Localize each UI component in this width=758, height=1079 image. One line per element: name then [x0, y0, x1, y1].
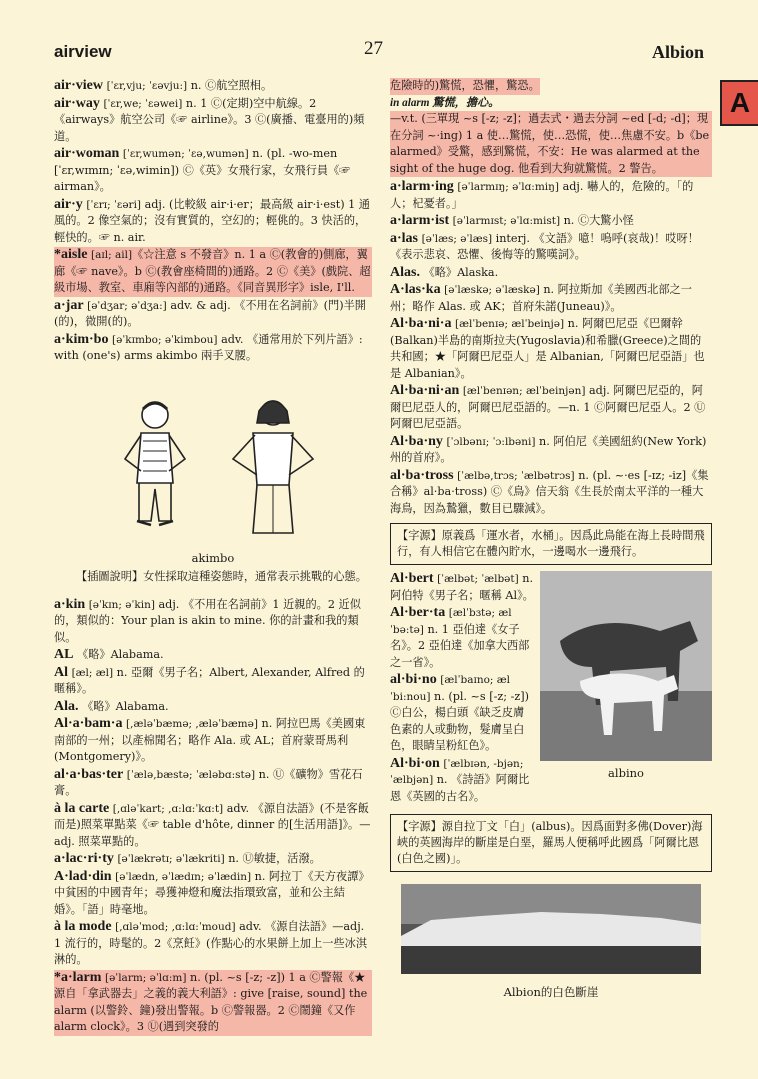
definition: adv. 《源自法語》—adj. 1 流行的，時髦的。2《烹飪》(作點心的水果餅上加上一些冰淇淋的。	[54, 920, 368, 966]
dictionary-entry	[54, 716, 372, 766]
headword: A·lad·din	[54, 868, 112, 884]
pronunciation: [ˈɔlbənɪ; ˈɔ:lbəni]	[446, 435, 536, 448]
dictionary-entry	[54, 919, 372, 969]
headword: à la mode	[54, 919, 112, 934]
dictionary-entry	[54, 869, 372, 919]
definition: 《略》Alabama.	[82, 699, 169, 713]
headword: Al	[54, 664, 68, 680]
headword: Al·ba·ny	[390, 433, 443, 449]
definition: n. 阿伯特《男子名；暱稱 Al》。	[390, 572, 534, 602]
alarm-example: in alarm 驚慌，擔心。	[390, 96, 500, 109]
etymology-box-albatross: 【字源】原義爲「運水者，水桶」。因爲此鳥能在海上長時間飛行，有人相信它在體內貯水，一邊喝水一邊飛行。	[390, 523, 712, 565]
pronunciation: [ælˈbenɪə; ælˈbeinjə]	[455, 318, 565, 330]
headword: air·way	[54, 95, 100, 111]
photo-caption: albino	[608, 766, 644, 780]
dictionary-entry	[54, 597, 372, 647]
dictionary-entry	[390, 468, 712, 518]
definition: adj. (比較級 air·i·er；最高級 air·i·est) 1 通風的。2 像空氣的；沒有實質的，空幻的；輕佻的。3 快活的，輕快的。☞ n. air.	[54, 197, 370, 244]
headword: Al·bert	[390, 571, 434, 586]
guide-word-right: Albion	[651, 42, 704, 62]
headword: Ala.	[54, 698, 79, 714]
definition: n. 阿拉巴馬《美國東南部的一州；以產棉聞名；略作 Ala. 或 AL；首府蒙哥馬利(Montgomery)》。	[54, 717, 366, 763]
white-cliffs-image	[401, 884, 701, 974]
dictionary-entry	[54, 146, 372, 196]
definition: adj. 《不用在名詞前》1 近親的。2 近似的，類似的：Your plan is akin to mine. 你的計畫和我的類似。	[54, 597, 361, 644]
pronunciation: [ˈɛr,vju; ˈɛəvju:]	[106, 80, 188, 92]
headword: a·larm·ist	[390, 213, 450, 228]
headword: al·ba·tross	[390, 467, 454, 483]
headword: air·view	[54, 78, 103, 93]
definition: n. Ⓤ敏捷，活潑。	[224, 852, 321, 865]
right-column	[390, 78, 712, 1000]
definition: adv. & adj. 《不用在名詞前》(門)半開(的)，微開(的)。	[54, 298, 366, 328]
headword: Al·bi·on	[390, 755, 440, 771]
illustration-label: akimbo	[191, 551, 235, 565]
definition: 《略》Alaska.	[423, 265, 499, 279]
headword: Al·a·bam·a	[54, 716, 123, 731]
dictionary-entry	[54, 197, 372, 247]
pronunciation: [ælˈbaɪno; ælˈbi:nou]	[390, 674, 511, 703]
pronunciation: [ˈɛrɪ; ˈɛəri]	[86, 198, 142, 211]
definition: n. 亞爾《男子名；Albert, Alexander, Alfred 的暱稱》。	[54, 665, 365, 695]
pronunciation: [əˈlæs; əˈlæs]	[421, 232, 493, 245]
headword: a·lac·ri·ty	[54, 851, 114, 866]
dictionary-entry	[54, 767, 372, 800]
page-number: 27	[364, 38, 383, 59]
definition: 《☆注意 s 不發音》n. 1 a Ⓒ(教會的)側廊，翼廊《☞ nave》。b Ⓒ(教會座椅間的)通路。2 Ⓒ《美》(戲院、超級市場、教室、車廂等內部的)通路。《同音異形字》isle, I'll.	[54, 248, 371, 294]
pronunciation: [əˈlarm; əˈlɑ:m]	[105, 971, 187, 984]
dictionary-entry	[390, 231, 712, 264]
albino-horse-photo	[540, 571, 712, 761]
headword: air·y	[54, 196, 83, 212]
woman-figure-icon	[233, 401, 313, 533]
dictionary-entry	[54, 247, 372, 297]
pronunciation: [əˈlarmɪŋ; əˈlɑ:miŋ]	[457, 181, 560, 193]
dictionary-entry	[390, 282, 712, 315]
pronunciation: [əˈlæskə; əˈlæskə]	[444, 284, 540, 296]
definition: interj. 《文語》噫！嗚呼(哀哉)！哎呀！《表示悲哀、恐懼、後悔等的驚嘆詞》。	[390, 231, 699, 261]
boy-figure-icon	[125, 402, 185, 525]
pronunciation: [əˈkɪmbo; əˈkimbou]	[112, 333, 218, 346]
dictionary-entry	[54, 332, 372, 365]
headword: a·las	[390, 230, 419, 246]
pronunciation: [,ɑləˈkart; ,ɑ:lɑ:ˈkɑ:t]	[112, 802, 224, 815]
dictionary-entry	[54, 851, 372, 868]
right-entries	[390, 179, 712, 517]
albino-photo-figure	[540, 571, 712, 782]
dictionary-entry	[390, 179, 712, 212]
akimbo-figures-image	[93, 393, 333, 543]
dictionary-entry	[390, 434, 712, 467]
pronunciation: [ˈælbə,trɔs; ˈælbətrɔs]	[457, 469, 575, 482]
headword: a·kim·bo	[54, 331, 109, 347]
definition: adv. 《源自法語》(不是客飯而是)照菜單點菜《☞ table d'hôte, dinner 的[生活用語]》。—adj. 照菜單點的。	[54, 801, 371, 848]
pronunciation: [ˈælə,bæstə; ˈæləbɑ:stə]	[126, 768, 256, 781]
headword: a·kin	[54, 596, 86, 612]
pronunciation: [ˈælbɪən, -bjən; ˈælbjən]	[390, 757, 524, 786]
dictionary-entry	[54, 970, 372, 1036]
cliff-figure	[390, 884, 712, 1000]
page-header	[0, 38, 758, 68]
pronunciation: [əˈkɪn; əˈkin]	[88, 598, 155, 611]
dictionary-entry	[54, 78, 372, 95]
definition: n. 阿拉丁《天方夜譚》中貧困的中國青年；尋獲神燈和魔法指環致富，並和公主結婚》。「語」時毫地。	[54, 869, 370, 916]
definition: n. 1 Ⓒ(定期)空中航線。2《airways》航空公司《☞ airline》。3 Ⓒ(廣播、電臺用的)頻道。	[54, 96, 365, 143]
definition: adj. 嚇人的，危險的。「的人；杞憂者。」	[390, 180, 694, 210]
horses-image	[540, 571, 712, 761]
definition: n. 阿爾巴尼亞《巴爾幹(Balkan)半島的南斯拉夫(Yugoslavia)和希臘(Greece)之間的共和國；★「阿爾巴尼亞人」是 Albanian,「阿爾巴尼亞語」也是 Albanian》。	[390, 317, 705, 380]
pronunciation: [ˈɛr,wumən; ˈɛə,wumən]	[122, 148, 249, 160]
pronunciation: [ˈælbət; ˈælbət]	[437, 573, 519, 585]
dictionary-entry	[54, 699, 372, 716]
headword: a·jar	[54, 297, 84, 313]
dictionary-entry	[54, 801, 372, 851]
definition: 《略》Alabama.	[77, 648, 164, 661]
dictionary-entry	[54, 298, 372, 331]
headword: à la carte	[54, 800, 110, 816]
pronunciation: [ælˈbɜtə; ælˈbə:tə]	[390, 607, 512, 636]
pronunciation: [,æləˈbæmə; ,æləˈbæmə]	[126, 718, 258, 730]
alarm-continuation: 危險時的)驚慌，恐懼，驚恐。	[390, 78, 540, 95]
headword: Al·ber·ta	[390, 605, 446, 620]
akimbo-illustration	[54, 393, 372, 567]
pronunciation: [əˈdʒar; əˈdʒa:]	[87, 299, 167, 312]
definition: n. 1 亞伯達《女子名》。2 亞伯達《加拿大西部之一省》。	[390, 622, 530, 669]
pronunciation: [aɪl; ail]	[91, 249, 133, 261]
left-column	[54, 78, 372, 1037]
headword: Alas.	[390, 264, 420, 280]
dictionary-entry	[54, 665, 372, 698]
definition: n. (pl. ~·es [-ɪz; -iz]《集合稱》al·ba·tross) Ⓒ《鳥》信天翁《生長於南太平洋的一種大海鳥，因為鷙獵，數目已驟減》。	[390, 468, 709, 515]
dictionary-entry	[54, 96, 372, 146]
alarm-verb-sense: —v.t. (三單現 ~s [-z; -z]；過去式・過去分詞 ~ed [-d; -d]；現在分詞 ~·ing) 1 a 使…驚慌，使…恐慌，使…焦慮不安。b《be alarmed》受驚，感到驚慌，不安：He was alarmed at the sight of the huge dog. 他看到大狗就驚慌。2 警告。	[390, 111, 712, 177]
pronunciation: [,ɑləˈmod; ,ɑ:lɑ:ˈmoud]	[115, 921, 236, 933]
illustration-caption: 【插圖說明】女性採取這種姿態時，通常表示挑戰的心態。	[76, 569, 367, 583]
guide-word-left: airview	[54, 42, 112, 61]
dictionary-entry	[54, 647, 372, 664]
headword: a·larm·ing	[390, 179, 454, 194]
definition: n. (pl. ~s [-z; -z]) 1 a Ⓒ警報《★源自「拿武器去」之義的義大利語》: give [raise, sound] the alarm (以警鈴、鐘)發出警報。b Ⓒ警報器。2 Ⓒ鬧鐘《又作 alarm clock》。3 Ⓤ(遇到突發的	[54, 970, 368, 1033]
definition: n. 阿拉斯加《美國西北部之一州；略作 Alas. 或 AK；首府朱諾(Juneau)》。	[390, 283, 692, 313]
dictionary-entry	[390, 383, 712, 433]
dictionary-entry	[390, 213, 712, 230]
pronunciation: [əˈlækrətɪ; əˈlækriti]	[117, 853, 225, 865]
definition: adv. 《通常用於下列片語》: with (one's) arms akimbo 兩手叉腰。	[54, 332, 363, 362]
pronunciation: [ˈɛr,we; ˈɛəwei]	[103, 97, 183, 110]
dictionary-entry	[390, 265, 712, 282]
headword: Al·ba·ni·an	[390, 383, 460, 398]
definition: n. Ⓒ大驚小怪	[560, 214, 634, 227]
pronunciation: [æl; æl]	[71, 666, 114, 679]
definition: adj. 阿爾巴尼亞的，阿爾巴尼亞人的，阿爾巴尼亞語的。—n. 1 Ⓒ阿爾巴尼亞人。2 Ⓤ阿爾巴尼亞語。	[390, 384, 706, 430]
left-entries-continued	[54, 597, 372, 1036]
headword: A·las·ka	[390, 282, 441, 297]
headword: *a·larm	[54, 969, 102, 985]
right-entries-with-photo	[390, 571, 712, 805]
pronunciation: [ælˈbenɪən; ælˈbeinjən]	[462, 385, 586, 397]
headword: al·a·bas·ter	[54, 766, 124, 782]
headword: Al·ba·ni·a	[390, 316, 452, 331]
headword: air·woman	[54, 146, 120, 161]
pronunciation: [əˈlarmɪst; əˈlɑ:mist]	[452, 215, 561, 227]
pronunciation: [əˈlædn, əˈlædɪn; əˈlædin]	[115, 870, 252, 883]
definition: n. (pl. -wo-men [ˈɛr,wɪmɪn; ˈɛə,wimin]) Ⓒ《英》女飛行家，女飛行員《☞ airman》。	[54, 147, 351, 193]
cliff-caption: Albion的白色斷崖	[503, 984, 599, 999]
definition: n. (pl. ~s [-z; -z]) Ⓒ白公，楊白頭《缺乏皮膚色素的人或動物，髮膚呈白色，眼睛呈粉紅色》。	[390, 689, 529, 752]
headword: AL	[54, 647, 74, 662]
definition: n. 阿伯尼《美國紐約(New York)州的首府》。	[390, 434, 707, 464]
definition: n. Ⓤ《礦物》雪花石膏。	[54, 767, 363, 797]
headword: al·bi·no	[390, 672, 437, 687]
thumb-index-tab: A	[720, 80, 758, 126]
headword: *aisle	[54, 247, 88, 262]
definition: n. 《詩語》阿爾比恩《英國的古名》。	[390, 773, 530, 803]
left-entries	[54, 78, 372, 365]
definition: n. Ⓒ航空照相。	[187, 79, 273, 92]
etymology-box-albion: 【字源】源自拉丁文「白」(albus)。因爲面對多佛(Dover)海峽的英國海岸的斷崖是白堊，羅馬人便稱呼此國爲「阿爾比恩(白色之國)」。	[390, 814, 712, 872]
dictionary-entry	[390, 316, 712, 382]
